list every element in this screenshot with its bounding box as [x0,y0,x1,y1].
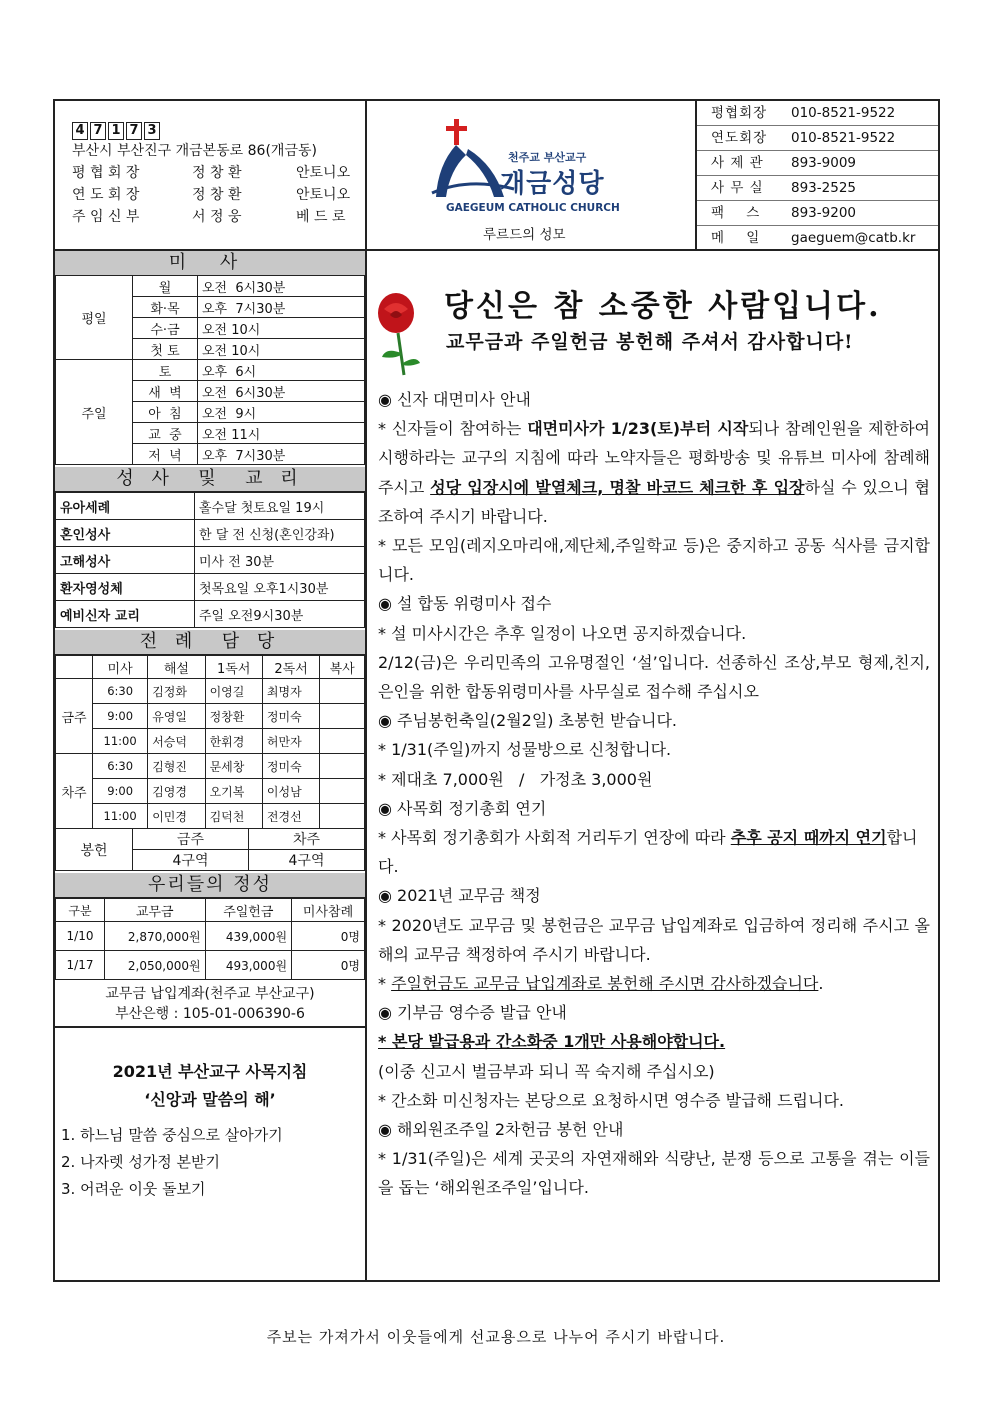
contact-value: 010-8521-9522 [791,130,896,146]
notice-text: 합니다. [378,828,918,877]
notice-text: * 제대초 7,000원 / 가정초 3,000원 [378,769,653,789]
mass-day: 첫 토 [133,339,198,360]
mass-day: 저 녁 [133,444,198,465]
liturgy-reader1: 이영길 [205,679,262,704]
mass-day: 새 벽 [133,381,198,402]
mass-title: 미 사 [55,251,365,276]
service-label: 봉헌 [56,829,133,871]
offering-date: 1/10 [56,922,105,951]
contact-value: gaeguem@catb.kr [791,230,916,246]
guideline-item: 3. 어려운 이웃 돌보기 [61,1180,206,1198]
offering-header: 구분 [56,899,105,922]
contact-row [697,101,938,126]
mass-time: 오전 6시30분 [198,276,365,297]
sacrament-name: 예비신자 교리 [56,601,195,628]
liturgy-header: 복사 [320,656,365,679]
notice-text: (이중 신고시 벌금부과 되니 꼭 숙지해 주십시오) [378,1061,715,1081]
liturgy-header: 1독서 [205,656,262,679]
offering-dues: 2,870,000원 [105,922,206,951]
contact-label: 평협회장 [711,105,768,121]
notice-title: ◉ 2021년 교무금 책정 [378,886,541,906]
account-number: 부산은행 : 105-01-006390-6 [115,1006,305,1022]
mass-time: 오전 11시 [198,423,365,444]
staff-row [72,162,350,184]
weekday-label: 평일 [56,276,133,360]
offering-sunday: 439,000원 [205,922,291,951]
liturgy-reader2: 허만자 [262,729,319,754]
sacrament-name: 고해성사 [56,547,195,574]
liturgy-header: 미사 [93,656,148,679]
guideline-item: 2. 나자렛 성가정 본받기 [61,1153,221,1171]
headline-title: 당신은 참 소중한 사람입니다. [444,289,882,324]
offering-table [55,898,365,980]
liturgy-table [55,655,365,829]
liturgy-reader1: 김덕천 [205,804,262,829]
notice-text: 되나 참례인원을 제한하여 시행하라는 교구의 지침에 따라 노약자들은 평화방송 및 유튜브 미사에 참례해 주시고 [378,419,930,497]
mass-time: 오후 7시30분 [198,297,365,318]
staff-name: 서 정 웅 [192,209,242,225]
guideline-block [55,1028,365,1203]
liturgy-reader1: 정창환 [205,704,262,729]
sacrament-name: 혼인성사 [56,520,195,547]
offering-date: 1/17 [56,951,105,980]
liturgy-title: 전 례 담 당 [55,630,365,655]
liturgy-commentator: 서승덕 [148,729,205,754]
liturgy-server [320,779,365,804]
staff-role: 연 도 회 장 [72,187,140,203]
notices [368,385,938,1203]
offering-mass: 0명 [292,951,365,980]
notice-text: * 모든 모임(레지오마리애,제단체,주일학교 등)은 중지하고 공동 식사를 금지합니다. [378,536,930,585]
address-block [72,122,350,228]
contact-label: 연도회장 [711,130,768,146]
contact-label: 사 제 관 [711,155,764,171]
liturgy-server [320,729,365,754]
liturgy-server [320,679,365,704]
sunday-label: 주일 [56,360,133,465]
service-table [55,828,365,871]
notice-title: ◉ 사목회 정기총회 연기 [378,798,547,818]
staff-baptism: 베 드 로 [296,209,346,225]
notice-title: ◉ 기부금 영수증 발급 안내 [378,1003,567,1023]
address: 부산시 부산진구 개금본동로 86(개금동) [72,143,317,159]
offering-mass: 0명 [292,922,365,951]
liturgy-header: 해설 [148,656,205,679]
mass-time: 오전 10시 [198,339,365,360]
sacrament-value: 미사 전 30분 [195,547,365,574]
mass-time: 오후 6시 [198,360,365,381]
liturgy-reader2: 정미숙 [262,754,319,779]
guideline-subtitle: ‘신앙과 말씀의 해’ [144,1090,276,1109]
staff-baptism: 안토니오 [296,165,351,181]
offering-sunday: 493,000원 [205,951,291,980]
divider [365,99,367,1282]
liturgy-header: 2독서 [262,656,319,679]
mass-day: 월 [133,276,198,297]
service-next: 4구역 [249,850,365,871]
left-column [55,251,365,1203]
notice-title: ◉ 설 합동 위령미사 접수 [378,594,552,614]
contact-row [697,151,938,176]
postal-code [72,122,350,140]
notice-text: * 1/31(주일)까지 성물방으로 신청합니다. [378,740,672,760]
account-title: 교무금 납입계좌(천주교 부산교구) [105,986,315,1002]
contact-row [697,201,938,226]
liturgy-time: 9:00 [93,779,148,804]
liturgy-commentator: 유영일 [148,704,205,729]
postal-digit: 7 [126,122,142,140]
notice-paragraph [378,823,930,881]
sacrament-name: 유아세례 [56,493,195,520]
contact-row [697,176,938,201]
liturgy-reader1: 문세창 [205,754,262,779]
guideline-item: 1. 하느님 말씀 중심으로 살아가기 [61,1126,283,1144]
notice-emphasis: 성당 입장시에 발열체크, 명찰 바코드 체크한 후 입장 [430,477,805,497]
mass-day: 수·금 [133,318,198,339]
liturgy-time: 11:00 [93,729,148,754]
staff-role: 평 협 회 장 [72,165,140,181]
notice-emphasis: * 본당 발급용과 간소화중 1개만 사용해야합니다. [378,1032,726,1052]
notice-text: * [378,974,392,994]
offering-dues: 2,050,000원 [105,951,206,980]
liturgy-commentator: 이민경 [148,804,205,829]
mass-schedule [55,275,365,465]
footer-note: 주보는 가져가서 이웃들에게 선교용으로 나누어 주시기 바랍니다. [266,1328,726,1346]
service-this-label: 금주 [133,829,249,850]
liturgy-server [320,754,365,779]
notice-text: * 간소화 미신청자는 본당으로 요청하시면 영수증 발급해 드립니다. [378,1090,845,1110]
mass-time: 오전 6시30분 [198,381,365,402]
liturgy-time: 6:30 [93,679,148,704]
notice-emphasis: 추후 공지 때까지 연기 [730,828,887,848]
notice-text: * 신자들이 참여하는 [378,419,528,439]
contact-label: 팩 스 [711,205,761,221]
church-name-en: GAEGEUM CATHOLIC CHURCH [446,202,620,214]
staff-row [72,206,350,228]
diocese: 천주교 부산교구 [508,151,587,164]
staff-name: 정 창 환 [192,187,242,203]
service-next-label: 차주 [249,829,365,850]
contact-label: 메 일 [711,230,761,246]
liturgy-commentator: 김형진 [148,754,205,779]
sacrament-value: 주일 오전9시30분 [195,601,365,628]
service-this: 4구역 [133,850,249,871]
offering-header: 주일헌금 [205,899,291,922]
liturgy-reader2: 이성남 [262,779,319,804]
this-week-label: 금주 [56,679,93,754]
patron: 루르드의 성모 [483,227,566,243]
sacrament-value: 한 달 전 신청(혼인강좌) [195,520,365,547]
notice-paragraph [378,969,930,998]
postal-digit: 1 [108,122,124,140]
mass-time: 오후 7시30분 [198,444,365,465]
notice-title: ◉ 신자 대면미사 안내 [378,390,531,409]
offering-header: 미사참례 [292,899,365,922]
contact-value: 893-2525 [791,180,856,196]
mass-time: 오전 9시 [198,402,365,423]
staff-row [72,184,350,206]
sacrament-value: 홀수달 첫토요일 19시 [195,493,365,520]
staff-role: 주 임 신 부 [72,209,140,225]
mass-day: 교 중 [133,423,198,444]
contact-row [697,226,938,250]
liturgy-time: 11:00 [93,804,148,829]
mass-day: 화·목 [133,297,198,318]
liturgy-reader1: 오기복 [205,779,262,804]
notice-text: * 설 미사시간은 추후 일정이 나오면 공지하겠습니다. [378,623,747,643]
notice-emphasis: 대면미사가 1/23(토)부터 시작 [527,419,749,439]
church-name: 개금성당 [500,169,605,199]
liturgy-server [320,704,365,729]
mass-day: 토 [133,360,198,381]
notice-text: . [818,974,824,994]
notice-text: * 1/31(주일)은 세계 곳곳의 자연재해와 식량난, 분쟁 등으로 고통을 겪는 이들을 돕는 ‘해외원조주일’입니다. [378,1149,930,1198]
liturgy-commentator: 김영경 [148,779,205,804]
notice-text: * 사목회 정기총회가 사회적 거리두기 연장에 따라 [378,828,731,848]
liturgy-time: 9:00 [93,704,148,729]
rose-icon [370,289,426,379]
notice-text: * 2020년도 교무금 및 봉헌금은 교무금 납입계좌로 입금하여 정리해 주시고 올 해의 교무금 책정하여 주시기 바랍니다. [378,915,930,964]
notice-emphasis: 주일헌금도 교무금 납입계좌로 봉헌해 주시면 감사하겠습니다 [391,974,819,994]
contact-list [697,101,938,249]
notice-title: ◉ 해외원조주일 2차헌금 봉헌 안내 [378,1120,624,1140]
contact-value: 893-9200 [791,205,856,221]
postal-digit: 3 [144,122,160,140]
sacraments-title: 성 사 및 교 리 [55,467,365,492]
next-week-label: 차주 [56,754,93,829]
guideline-title: 2021년 부산교구 사목지침 [112,1062,308,1081]
headline-subtitle: 교무금과 주일헌금 봉헌해 주셔서 감사합니다! [446,331,854,353]
notice-paragraph [378,414,930,531]
notice-text: 하실 수 있으니 협조하여 주시기 바랍니다. [378,477,930,526]
liturgy-reader1: 한휘경 [205,729,262,754]
offering-title: 우리들의 정성 [55,873,365,898]
notice-title: ◉ 주님봉헌축일(2월2일) 초봉헌 받습니다. [378,711,677,731]
contact-label: 사 무 실 [711,180,764,196]
church-logo [368,101,695,249]
contact-value: 010-8521-9522 [791,105,896,121]
postal-digit: 7 [90,122,106,140]
liturgy-commentator: 김정화 [148,679,205,704]
postal-digit: 4 [72,122,88,140]
sacrament-value: 첫목요일 오후1시30분 [195,574,365,601]
sacraments-table [55,492,365,628]
mass-time: 오전 10시 [198,318,365,339]
mass-day: 아 침 [133,402,198,423]
liturgy-reader2: 정미숙 [262,704,319,729]
liturgy-reader2: 전경선 [262,804,319,829]
sacrament-name: 환자영성체 [56,574,195,601]
staff-baptism: 안토니오 [296,187,351,203]
liturgy-reader2: 최명자 [262,679,319,704]
account-block [55,980,365,1028]
notice-text: 2/12(금)은 우리민족의 고유명절인 ‘설’입니다. 선종하신 조상,부모 형제,친지,은인을 위한 합동위령미사를 사무실로 접수해 주십시오 [378,652,930,702]
liturgy-time: 6:30 [93,754,148,779]
staff-name: 정 창 환 [192,165,242,181]
contact-value: 893-9009 [791,155,856,171]
offering-header: 교무금 [105,899,206,922]
contact-row [697,126,938,151]
liturgy-server [320,804,365,829]
